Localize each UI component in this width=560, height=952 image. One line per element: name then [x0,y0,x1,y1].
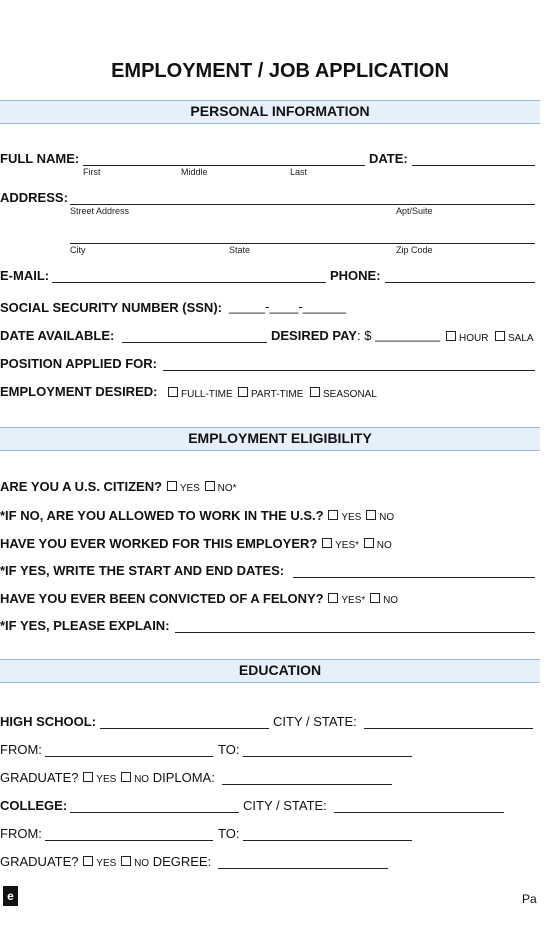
page-title: EMPLOYMENT / JOB APPLICATION [111,60,449,82]
allowed-yes-checkbox[interactable] [328,510,338,520]
part-time-checkbox[interactable] [238,387,248,397]
college-to-label: TO: [218,826,240,841]
explain-field[interactable] [175,632,535,633]
degree-field[interactable] [218,868,388,869]
felony-no-checkbox[interactable] [370,593,380,603]
college-graduate-row [0,854,211,869]
full-name-label: FULL NAME: [0,151,80,166]
address-label: ADDRESS: [0,190,68,205]
street-address-field[interactable] [70,204,535,205]
college-grad-yes-text: YES [96,858,117,869]
hs-to-label: TO: [218,742,240,757]
worked-no-text: NO [376,540,392,551]
hs-grad-yes-checkbox[interactable] [83,772,93,782]
section-title-education: EDUCATION [238,662,322,678]
dates-label: *IF YES, WRITE THE START AND END DATES: [0,563,285,578]
hs-to-field[interactable] [243,756,412,757]
allowed-no-checkbox[interactable] [366,510,376,520]
hs-grad-yes-text: YES [96,774,117,785]
worked-text: HAVE YOU EVER WORKED FOR THIS EMPLOYER? [0,536,318,551]
full-time-text: FULL-TIME [181,389,233,400]
dates-field[interactable] [293,577,535,578]
seasonal-checkbox[interactable] [310,387,320,397]
section-header-eligibility [0,427,540,451]
section-header-personal [0,100,540,124]
desired-pay-field[interactable]: _________ [375,327,441,342]
felony-text: HAVE YOU EVER BEEN CONVICTED OF A FELONY? [0,591,324,606]
allowed-no-text: NO [379,512,395,523]
worked-question [0,536,392,551]
worked-yes-checkbox[interactable] [322,538,332,548]
college-graduate-text: GRADUATE? [0,854,79,869]
worked-no-checkbox[interactable] [364,538,374,548]
hs-from-field[interactable] [45,756,213,757]
position-label: POSITION APPLIED FOR: [0,356,157,371]
logo-icon: e [3,886,18,906]
salary-text: SALA [508,333,534,344]
position-field[interactable] [163,370,535,371]
hs-grad-no-text: NO [134,774,150,785]
worked-yes-text: YES* [335,540,360,551]
citizen-text: ARE YOU A U.S. CITIZEN? [0,479,163,494]
full-time-checkbox[interactable] [168,387,178,397]
apt-caption: Apt/Suite [396,206,433,216]
part-time-text: PART-TIME [251,389,304,400]
college-city-state-label: CITY / STATE: [243,798,327,813]
salary-checkbox[interactable] [495,331,505,341]
college-to-field[interactable] [243,840,412,841]
college-city-state-field[interactable] [334,812,504,813]
hs-graduate-text: GRADUATE? [0,770,79,785]
allowed-question [0,508,394,523]
city-caption: City [70,245,86,255]
allowed-text: *IF NO, ARE YOU ALLOWED TO WORK IN THE U.S.? [0,508,324,523]
phone-label: PHONE: [330,268,381,283]
hs-grad-no-checkbox[interactable] [121,772,131,782]
email-label: E-MAIL: [0,268,50,283]
seasonal-option[interactable] [308,387,377,400]
citizen-yes-text: YES [179,483,200,494]
date-available-label: DATE AVAILABLE: [0,328,115,343]
high-school-field[interactable] [100,728,269,729]
section-title-eligibility: EMPLOYMENT ELIGIBILITY [188,430,372,446]
hour-text: HOUR [459,333,489,344]
college-field[interactable] [70,812,239,813]
hs-graduate-row [0,770,215,785]
felony-yes-checkbox[interactable] [328,593,338,603]
last-caption: Last [290,167,308,177]
employment-desired-label: EMPLOYMENT DESIRED: [0,384,158,399]
college-grad-no-checkbox[interactable] [121,856,131,866]
zip-caption: Zip Code [396,245,433,255]
college-from-field[interactable] [45,840,213,841]
hs-city-state-label: CITY / STATE: [273,714,357,729]
diploma-field[interactable] [222,784,392,785]
ssn-label: SOCIAL SECURITY NUMBER (SSN): [0,300,222,315]
felony-yes-text: YES* [341,595,366,606]
allowed-yes-text: YES [341,512,362,523]
first-caption: First [83,167,101,177]
street-caption: Street Address [70,206,130,216]
pay-prefix: : $ [356,328,372,343]
phone-field[interactable] [385,282,535,283]
explain-label: *IF YES, PLEASE EXPLAIN: [0,618,170,633]
middle-caption: Middle [181,167,208,177]
hs-city-state-field[interactable] [364,728,533,729]
hour-option[interactable] [444,331,488,344]
college-grad-no-text: NO [134,858,150,869]
salary-option[interactable] [493,331,534,344]
diploma-text: DIPLOMA: [152,770,215,785]
college-from-label: FROM: [0,826,42,841]
full-time-option[interactable] [166,387,233,400]
state-caption: State [229,245,251,255]
full-name-field[interactable] [83,165,365,166]
date-label: DATE: [369,151,408,166]
citizen-yes-checkbox[interactable] [167,481,177,491]
hour-checkbox[interactable] [446,331,456,341]
city-state-zip-field[interactable] [70,243,535,244]
degree-text: DEGREE: [152,854,212,869]
page-number: Pa [522,892,537,906]
desired-pay-label [271,328,371,343]
desired-pay-text: DESIRED PAY [271,328,357,343]
part-time-option[interactable] [236,387,303,400]
ssn-field[interactable]: _____-____-______ [229,299,347,314]
section-header-education [0,659,540,683]
citizen-no-checkbox[interactable] [205,481,215,491]
felony-no-text: NO [383,595,399,606]
date-available-field[interactable] [122,342,267,343]
section-title-personal: PERSONAL INFORMATION [190,103,370,119]
email-field[interactable] [52,282,326,283]
date-field[interactable] [412,165,535,166]
citizen-question [0,479,237,494]
felony-question [0,591,398,606]
high-school-label: HIGH SCHOOL: [0,714,97,729]
hs-from-label: FROM: [0,742,42,757]
seasonal-text: SEASONAL [323,389,377,400]
college-grad-yes-checkbox[interactable] [83,856,93,866]
citizen-no-text: NO* [217,483,237,494]
college-label: COLLEGE: [0,798,68,813]
